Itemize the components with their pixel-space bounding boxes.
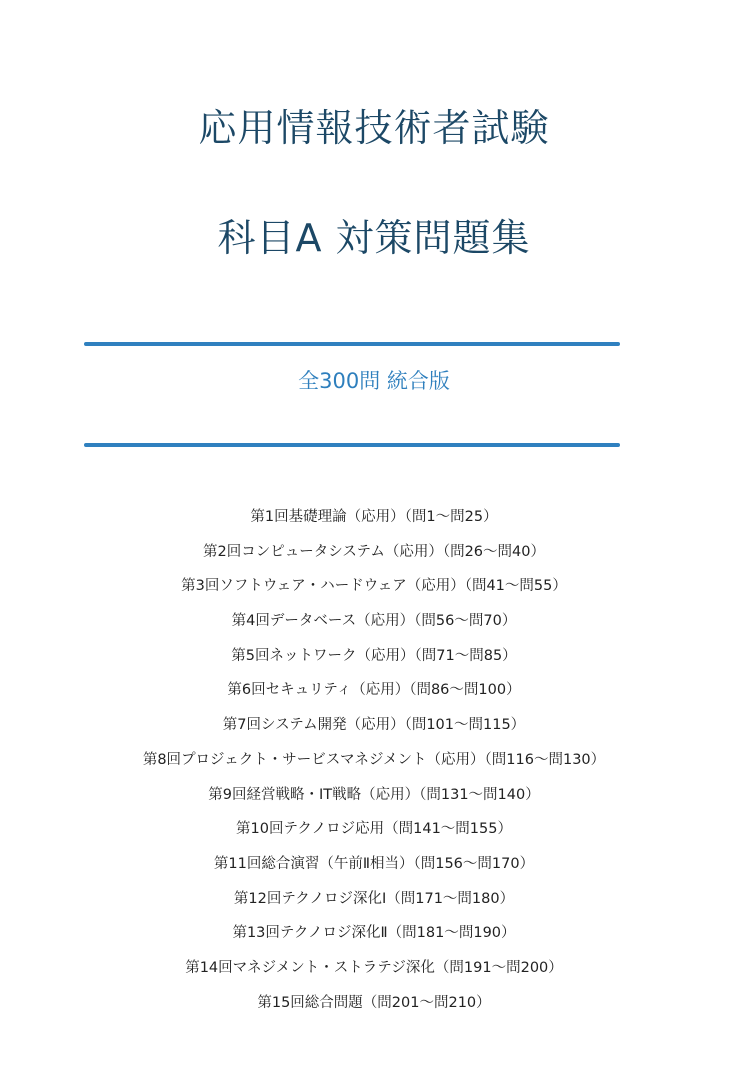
toc-text: 総合演習（午前Ⅱ相当）（問156〜問170）	[261, 855, 535, 872]
document-title: 応用情報技術者試験	[198, 106, 550, 150]
table-of-contents	[0, 500, 748, 1020]
toc-item	[0, 604, 748, 639]
toc-item	[0, 812, 748, 847]
toc-item	[0, 500, 748, 535]
toc-text: テクノロジ深化Ⅰ（問171〜問180）	[281, 890, 515, 907]
toc-text: プロジェクト・サービスマネジメント（応用）（問116〜問130）	[181, 751, 606, 768]
toc-item	[0, 778, 748, 813]
toc-item	[0, 882, 748, 917]
toc-item	[0, 708, 748, 743]
bottom-divider	[84, 443, 620, 447]
toc-text: 基礎理論（応用）（問1〜問25）	[288, 509, 498, 525]
toc-item	[0, 569, 748, 604]
toc-item	[0, 951, 748, 986]
top-divider	[84, 342, 620, 346]
toc-text: 総合問題（問201〜問210）	[304, 994, 491, 1011]
toc-number: 第1回	[250, 509, 289, 525]
toc-number: 第12回	[233, 890, 282, 907]
toc-item	[0, 916, 748, 951]
toc-text: テクノロジ応用（問141〜問155）	[283, 821, 512, 838]
toc-number: 第2回	[203, 543, 242, 560]
toc-item	[0, 639, 748, 674]
toc-number: 第4回	[231, 613, 270, 630]
toc-text: セキュリティ（応用）（問86〜問100）	[265, 682, 521, 699]
toc-item	[0, 673, 748, 708]
toc-text: データベース（応用）（問56〜問70）	[269, 613, 517, 630]
toc-number: 第6回	[227, 682, 266, 699]
toc-text: ソフトウェア・ハードウェア（応用）（問41〜問55）	[219, 578, 567, 595]
toc-number: 第3回	[181, 578, 220, 595]
toc-text: マネジメント・ストラテジ深化（問191〜問200）	[232, 959, 563, 976]
toc-number: 第7回	[222, 717, 262, 734]
toc-number: 第15回	[257, 994, 305, 1011]
toc-number: 第11回	[213, 855, 262, 872]
toc-item	[0, 743, 748, 778]
toc-text: コンピュータシステム（応用）（問26〜問40）	[241, 543, 545, 560]
toc-number: 第10回	[236, 821, 284, 838]
toc-item	[0, 535, 748, 570]
toc-number: 第13回	[232, 925, 280, 942]
toc-text: テクノロジ深化Ⅱ（問181〜問190）	[279, 925, 516, 942]
toc-text: 経営戦略・IT戦略（応用）（問131〜問140）	[246, 786, 540, 803]
toc-number: 第8回	[142, 751, 182, 768]
toc-text: ネットワーク（応用）（問71〜問85）	[269, 647, 517, 664]
toc-number: 第5回	[231, 647, 270, 664]
toc-text: システム開発（応用）（問101〜問115）	[261, 717, 526, 734]
edition-label: 全300問 統合版	[298, 369, 450, 393]
toc-number: 第14回	[185, 959, 233, 976]
toc-number: 第9回	[208, 786, 247, 803]
toc-item	[0, 986, 748, 1021]
document-subtitle-title: 科目A 対策問題集	[217, 216, 531, 260]
toc-item	[0, 847, 748, 882]
